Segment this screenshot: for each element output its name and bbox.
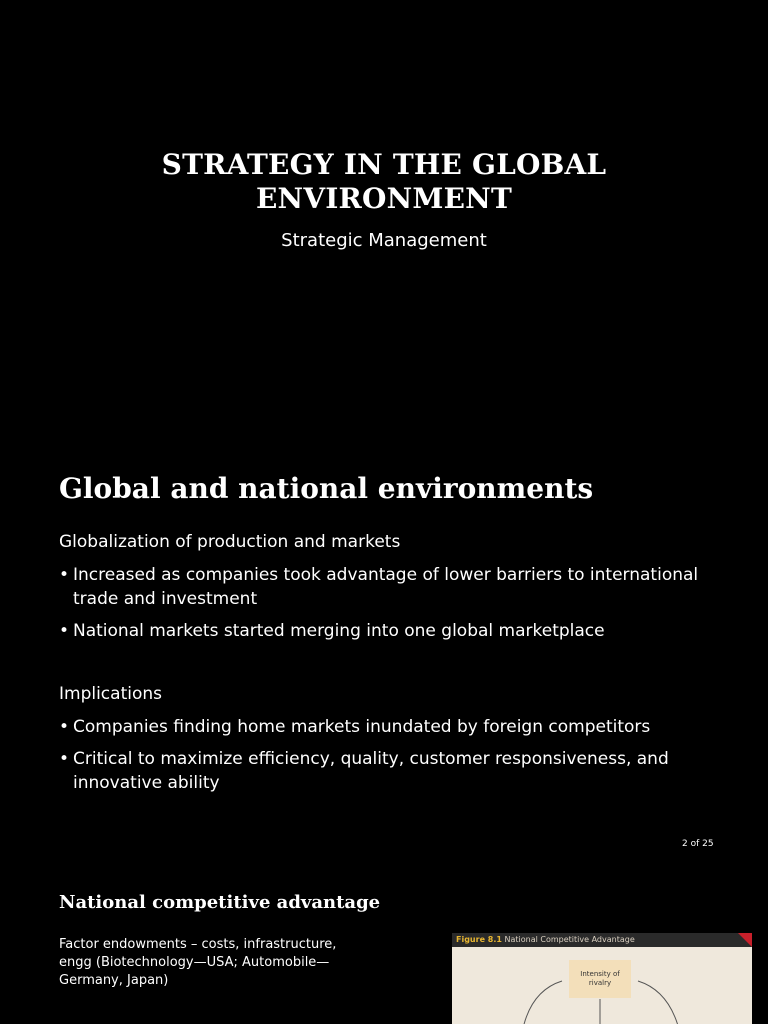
bullet-marker: • <box>59 565 70 585</box>
section-heading-globalization: Globalization of production and markets <box>59 532 401 552</box>
bullet-text: Increased as companies took advantage of lower barriers to international trade and investment <box>73 565 699 609</box>
bullet-marker: • <box>59 749 70 769</box>
bullet-item <box>59 563 709 611</box>
bullet-list-globalization <box>59 563 709 651</box>
bullet-marker: • <box>59 717 70 737</box>
slide-subtitle: Strategic Management <box>281 230 487 251</box>
title-slide <box>0 0 768 430</box>
bullet-text: Companies finding home markets inundated by foreign competitors <box>73 717 651 737</box>
slide-title <box>0 148 768 216</box>
bullet-list-implications <box>59 715 709 803</box>
page-number: 2 of 25 <box>682 839 714 849</box>
bullet-item <box>59 715 709 739</box>
content-slide <box>0 860 768 1024</box>
content-slide <box>0 430 768 860</box>
figure <box>452 933 752 1024</box>
bullet-text: Critical to maximize efficiency, quality, customer responsiveness, and innovative ability <box>73 749 669 793</box>
slide-title: National competitive advantage <box>59 892 381 913</box>
bullet-item <box>59 619 709 643</box>
bullet-item <box>59 747 709 795</box>
slide-title-line2: ENVIRONMENT <box>256 182 512 215</box>
right-arrow <box>638 981 680 1024</box>
rivalry-box: Intensity of rivalry <box>569 960 631 998</box>
body-text: Factor endowments – costs, infrastructure, engg (Biotechnology—USA; Automobile—Germany, Japan) <box>59 937 337 988</box>
bullet-text: National markets started merging into one global marketplace <box>73 621 605 641</box>
figure-label: Figure 8.1 <box>456 935 502 944</box>
slide-title-line1: STRATEGY IN THE GLOBAL <box>161 148 607 181</box>
section-heading-implications: Implications <box>59 684 162 704</box>
figure-title: National Competitive Advantage <box>504 935 635 944</box>
left-arrow <box>522 981 562 1024</box>
slide-title: Global and national environments <box>59 472 594 505</box>
bullet-marker: • <box>59 621 70 641</box>
